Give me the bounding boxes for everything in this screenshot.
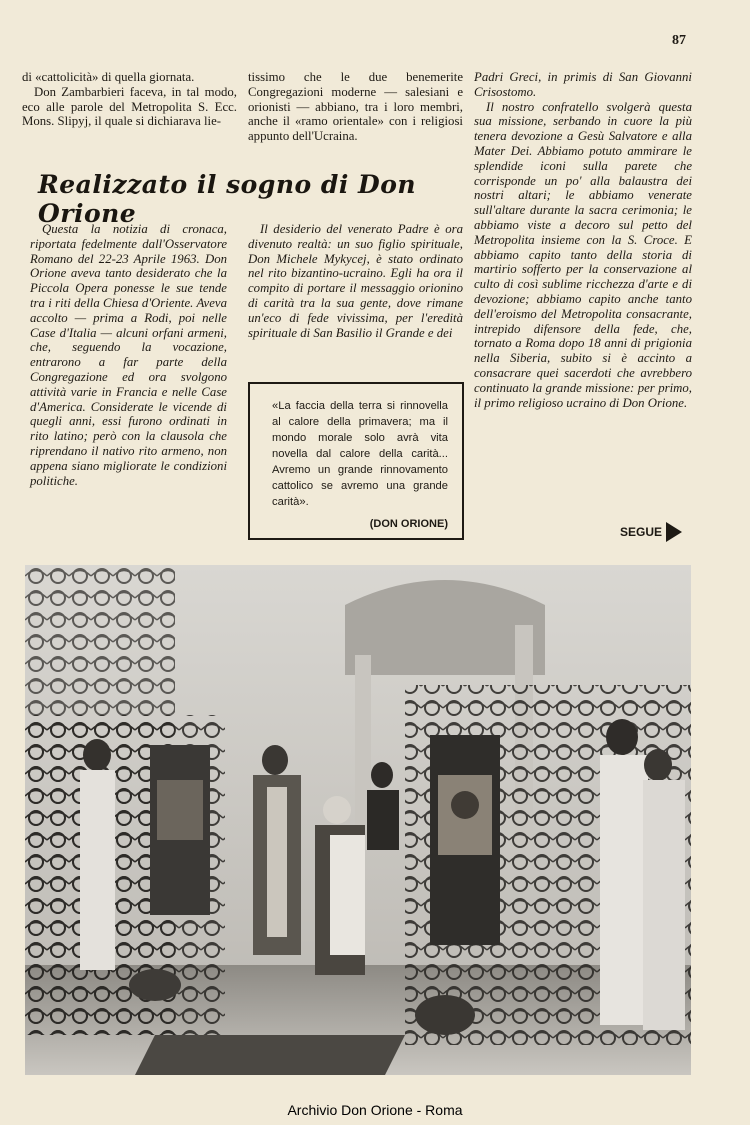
article-headline: Realizzato il sogno di Don Orione <box>38 170 417 228</box>
top-column-2 <box>248 70 463 144</box>
quote-author: (DON ORIONE) <box>369 518 448 530</box>
bottom-column-2 <box>248 222 463 340</box>
page-number: 87 <box>672 33 686 48</box>
archive-footer: Archivio Don Orione - Roma <box>287 1102 463 1118</box>
paragraph: Questa la notizia di cronaca, riportata fedelmente dall'Osservatore Romano del 22-23 Aprile 1963. Don Orione aveva tanto desiderato che la Piccola Opera ponesse le sue tende tra i riti della Chiesa d'Oriente. Aveva accolto — prima a Rodi, poi nelle Case d'Italia — alcuni orfani armeni, che, seguendo la vocazione, entrarono a far parte della Congregazione ed ora svolgono attività varie in Francia e nelle Case d'America. Considerate le vicende di quegli anni, essi furono ordinati in rito latino; però con la clausola che riprendano il nativo rito armeno, non appena siano migliorate le condizioni politiche. <box>30 222 227 488</box>
paragraph: Don Zambarbieri faceva, in tal modo, eco alle parole del Metropolita S. Ecc. Mons. Slipyj, il quale si dichiarava lie- <box>22 84 237 129</box>
right-column <box>474 70 692 410</box>
ceremony-photo <box>25 565 691 1075</box>
quote-box <box>248 382 464 540</box>
play-arrow-icon <box>666 522 682 542</box>
quote-text: «La faccia della terra si rinnovella al calore della primavera; ma il mondo morale solo avrà vita novella dal calore della carità... Avremo un grande rinnovamento cattolico se avremo una grande carità». <box>272 400 448 508</box>
paragraph: Il desiderio del venerato Padre è ora divenuto realtà: un suo figlio spirituale, Don Michele Mykycej, è stato ordinato nel rito bizantino-ucraino. Egli ha ora il compito di portare il messaggio orionino di carità tra la sua gente, dove rimane un'eco di fede vivissima, per l'eredità spirituale di San Basilio il Grande e dei <box>248 222 463 340</box>
ceremony-photo-illustration <box>25 565 691 1075</box>
top-column-1 <box>22 70 237 129</box>
paragraph: Il nostro confratello svolgerà questa sua missione, serbando in cuore la più tenera devozione a Gesù Salvatore e alla Mater Dei. Abbiamo potuto ammirare le splendide iconi sulla parete che corrisponde un po' alla balaustra dei nostri altari; le abbiamo venerate sull'altare durante la sacra cerimonia; le abbiamo viste a decoro sul petto del Metropolita insieme con la S. Croce. E abbiamo capito tanto della storia di martirio sofferto per la conservazione al culto di così sublime ricchezza d'arte e di devozione; abbiamo capito anche tanto dell'eroismo del Metropolita consacrante, intrepido difensore della fede, che, tornato a Roma dopo 18 anni di prigionia nella Siberia, subito si è accinto a consacrare quei sacerdoti che avrebbero continuato la grande missione: per primo, il primo religioso ucraino di Don Orione. <box>474 99 692 410</box>
paragraph: tissimo che le due benemerite Congregazioni moderne — salesiani e orionisti — abbiano, tra i loro membri, anche il «ramo orientale» con i religiosi appunto dell'Ucraina. <box>248 70 463 144</box>
segue-label: SEGUE <box>620 525 663 539</box>
paragraph: Padri Greci, in primis di San Giovanni Crisostomo. <box>474 70 692 99</box>
paragraph: di «cattolicità» di quella giornata. <box>22 70 195 84</box>
bottom-column-1 <box>30 222 227 488</box>
segue-link[interactable] <box>620 522 682 542</box>
